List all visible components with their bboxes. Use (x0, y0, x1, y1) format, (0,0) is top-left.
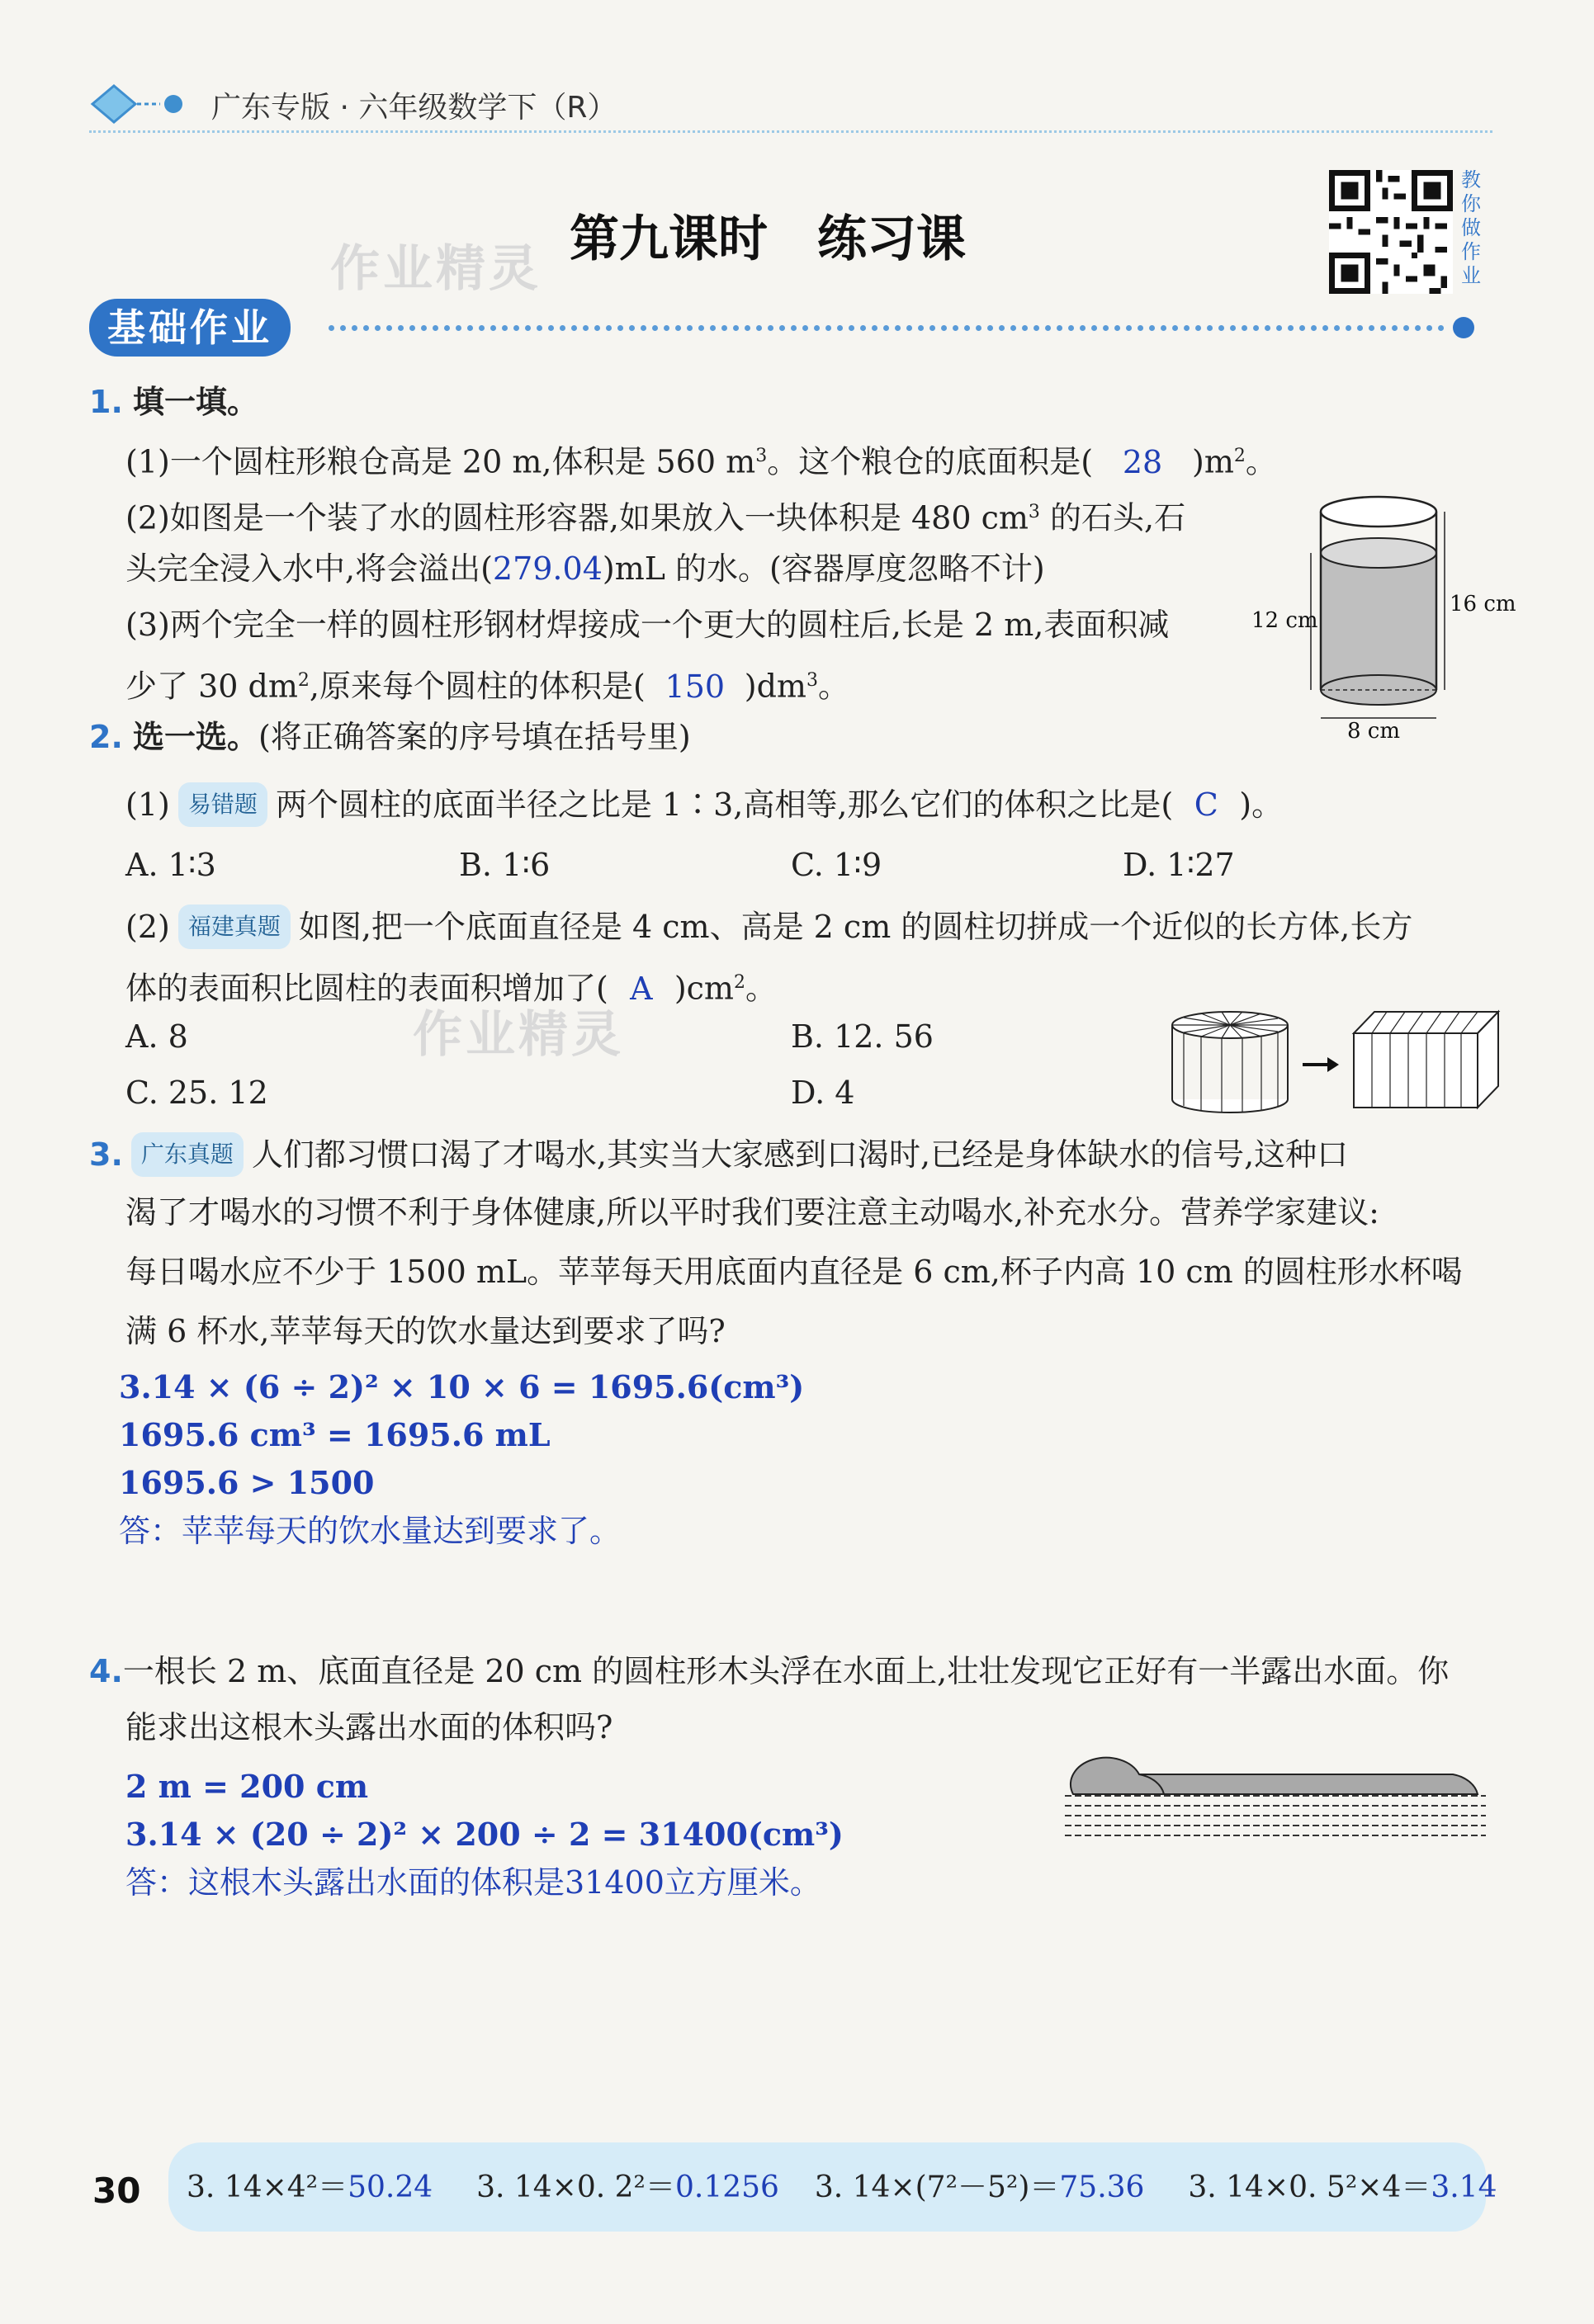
q1-p3-text-2b: ,原来每个圆柱的体积是( (309, 668, 646, 705)
q1-part3-line2: 少了 30 $dm^2$,原来每个圆柱的体积是( 150 )$dm^3$。 (125, 660, 849, 707)
qr-side-text: 教你做作业 (1461, 168, 1481, 287)
q2-p2-text-1: 如图,把一个底面直径是 4 cm、高是 2 cm 的圆柱切拼成一个近似的长方体,长方 (298, 909, 1413, 945)
q2-p2-option-d: D. 4 (791, 1075, 855, 1111)
q3-answer-1: 3.14 × (6 ÷ 2)² × 10 × 6 = 1695.6(cm³) (119, 1368, 805, 1405)
q3-text-1: 人们都习惯口渴了才喝水,其实当大家感到口渴时,已经是身体缺水的信号,这种口 (251, 1136, 1349, 1173)
section-divider (329, 325, 1445, 331)
fig-height-water: 12 cm (1251, 608, 1318, 633)
q1-p2-text-1b: 的石头,石 (1050, 499, 1186, 536)
q3-answer-4: 答：苹苹每天的饮水量达到要求了。 (119, 1513, 622, 1549)
q2-p1-option-d: D. 1∶27 (1123, 847, 1235, 883)
q1-p3-text-2a: 少了 30 dm (125, 668, 298, 705)
footer-ans-4: 3.14 (1431, 2170, 1497, 2204)
watermark: 作业精灵 (330, 240, 542, 298)
floating-log-figure (1065, 1758, 1494, 1849)
page-number: 30 (92, 2170, 141, 2211)
q3-answer-2: 1695.6 cm³ = 1695.6 mL (119, 1416, 551, 1453)
q1-part2-line1: (2)如图是一个装了水的圆柱形容器,如果放入一块体积是 480 $cm^3$ 的石头,石 (125, 499, 1186, 536)
header-diamond-icon (89, 79, 188, 129)
header-divider (89, 130, 1492, 133)
q3-line1 (89, 1132, 1348, 1177)
q3-line2: 渴了才喝水的习惯不利于身体健康,所以平时我们要注意主动喝水,补充水分。营养学家建议: (125, 1194, 1379, 1230)
q3-number: 3. (89, 1136, 123, 1173)
q2-p2-tag: 福建真题 (178, 905, 291, 949)
footer-ans-1: 50.24 (348, 2170, 433, 2204)
q3-line4: 满 6 杯水,苹苹每天的饮水量达到要求了吗? (125, 1313, 726, 1349)
q4-number: 4. (89, 1653, 123, 1689)
q2-p1-option-c: C. 1∶9 (791, 847, 882, 883)
footer-ans-2: 0.1256 (674, 2170, 779, 2204)
footer-ans-3: 75.36 (1059, 2170, 1145, 2204)
q2-p2-option-b: B. 12. 56 (791, 1018, 934, 1055)
q3-line3: 每日喝水应不少于 1500 mL。苹苹每天用底面内直径是 6 cm,杯子内高 10 cm 的圆柱形水杯喝 (125, 1254, 1463, 1290)
watermark-2: 作业精灵 (413, 1006, 624, 1064)
q1-p2-text-1: (2)如图是一个装了水的圆柱形容器,如果放入一块体积是 480 cm (125, 499, 1029, 536)
q1-heading (89, 381, 258, 423)
section-end-dot (1453, 317, 1474, 338)
q2-p2-unit: )cm (674, 970, 734, 1007)
footer-expr-4: 3. 14×0. 5²×4＝ (1188, 2170, 1431, 2204)
q2-part1: (1) 易错题 两个圆柱的底面半径之比是 1∶3,高相等,那么它们的体积之比是( C )。 (125, 782, 1283, 827)
q2-note: (将正确答案的序号填在括号里) (258, 719, 691, 755)
footer-expr-2: 3. 14×0. 2²＝ (476, 2170, 675, 2204)
cut-cylinder-figure (1164, 1000, 1511, 1124)
q4-answer-2: 3.14 × (20 ÷ 2)² × 200 ÷ 2 = 31400(cm³) (125, 1816, 844, 1853)
page-title: 第九课时 练习课 (570, 210, 966, 268)
q2-label: 选一选。 (132, 719, 258, 755)
cylinder-container-figure (1238, 487, 1516, 744)
q3-answer-3: 1695.6 > 1500 (119, 1464, 375, 1501)
q1-part3-line1: (3)两个完全一样的圆柱形钢材焊接成一个更大的圆柱后,长是 2 m,表面积减 (125, 607, 1170, 643)
q4-text-1: 一根长 2 m、底面直径是 20 cm 的圆柱形木头浮在水面上,壮壮发现它正好有一半露出水面。你 (122, 1653, 1450, 1689)
q2-p1-answer: C (1194, 786, 1218, 823)
q2-part2-line1: (2) 福建真题 如图,把一个底面直径是 4 cm、高是 2 cm 的圆柱切拼成一个近似的长方体,长方 (125, 905, 1412, 949)
q4-line2: 能求出这根木头露出水面的体积吗? (125, 1709, 613, 1745)
q1-p2-text-2a: 头完全浸入水中,将会溢出( (125, 550, 493, 587)
q2-p1-option-a: A. 1∶3 (125, 847, 216, 883)
q3-tag: 广东真题 (131, 1132, 244, 1177)
q2-number: 2. (89, 719, 123, 755)
q1-label: 填一填。 (132, 384, 258, 420)
fig-diameter: 8 cm (1347, 719, 1401, 744)
q1-p3-answer: 150 (665, 668, 726, 705)
section-banner: 基础作业 (89, 299, 291, 357)
q2-p2-answer: A (630, 970, 653, 1007)
q1-part2-line2 (125, 548, 1045, 589)
q2-p1-option-b: B. 1∶6 (459, 847, 551, 883)
q1-p1-unit: m (1204, 443, 1234, 480)
q2-p1-tag: 易错题 (178, 782, 267, 827)
q2-p1-text: 两个圆柱的底面半径之比是 1∶3,高相等,那么它们的体积之比是( (275, 786, 1174, 823)
q1-p2-answer: 279.04 (492, 550, 603, 587)
q1-number: 1. (89, 384, 123, 420)
header-book-title: 广东专版 · 六年级数学下（R） (211, 91, 617, 125)
q1-p1-text: (1)一个圆柱形粮仓高是 20 m,体积是 560 m (125, 443, 756, 480)
q1-p3-unit: )dm (744, 668, 806, 705)
q2-p2-option-a: A. 8 (125, 1018, 188, 1055)
footer-expr-3: 3. 14×(7²－5²)＝ (814, 2170, 1060, 2204)
q2-p2-option-c: C. 25. 12 (125, 1075, 268, 1111)
q1-p1-answer: 28 (1122, 443, 1163, 480)
footer-expr-1: 3. 14×4²＝ (187, 2170, 348, 2204)
footer-exercises (187, 2167, 1497, 2208)
q4-line1 (89, 1651, 1449, 1692)
q4-answer-3: 答：这根木头露出水面的体积是31400立方厘米。 (125, 1864, 821, 1901)
q4-answer-1: 2 m = 200 cm (125, 1768, 369, 1805)
q2-p2-text-2a: 体的表面积比圆柱的表面积增加了( (125, 970, 608, 1007)
q1-part1: (1)一个圆柱形粮仓高是 20 m,体积是 560 $m^3$。这个粮仓的底面积是( 28 )$m^2$。 (125, 436, 1277, 483)
fig-height-total: 16 cm (1450, 592, 1516, 616)
q1-p2-text-2b: )mL 的水。(容器厚度忽略不计) (602, 550, 1045, 587)
q2-part2-line2: 体的表面积比圆柱的表面积增加了( A )$cm^2$。 (125, 962, 777, 1009)
q2-heading (89, 716, 691, 758)
qr-code (1329, 170, 1453, 294)
